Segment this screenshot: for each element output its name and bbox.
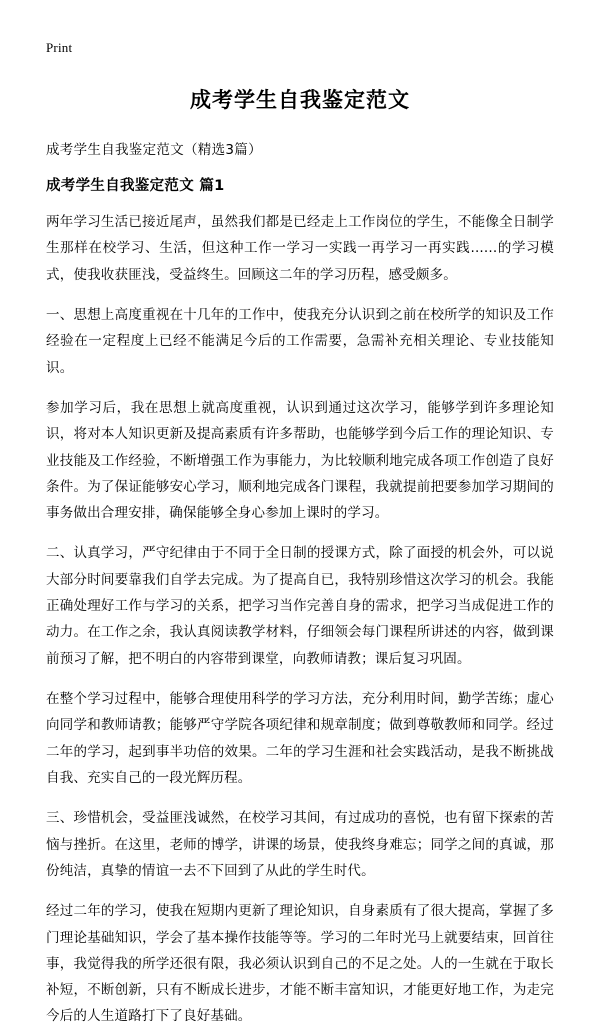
print-button[interactable]: Print: [46, 40, 73, 55]
page-title: 成考学生自我鉴定范文: [190, 88, 410, 112]
body-paragraph: 二、认真学习，严守纪律由于不同于全日制的授课方式，除了面授的机会外，可以说大部分时间要靠我们自学去完成。为了提高自已，我特别珍惜这次学习的机会。我能正确处理好工作与学习的关系，把学习当作完善自身的需求，把学习当成促进工作的动力。在工作之余，我认真阅读教学材料，仔细领会每门课程所讲述的内容，做到课前预习了解，把不明白的内容带到课堂，向教师请教；课后复习巩固。: [46, 545, 554, 667]
body-paragraph: 两年学习生活已接近尾声，虽然我们都是已经走上工作岗位的学生，不能像全日制学生那样在校学习、生活，但这种工作一学习一实践一再学习一再实践......的学习模式，使我收获匪浅，受益终生。回顾这二年的学习历程，感受颇多。: [46, 214, 554, 283]
document-subtitle: 成考学生自我鉴定范文（精选3篇）: [46, 142, 262, 158]
body-paragraph: 三、珍惜机会，受益匪浅诚然，在校学习其间，有过成功的喜悦，也有留下探索的苦恼与挫折。在这里，老师的博学，讲课的场景，使我终身难忘；同学之间的真诚，那份纯洁，真挚的情谊一去不下回到了从此的学生时代。: [46, 810, 554, 879]
body-paragraph: 在整个学习过程中，能够合理使用科学的学习方法，充分利用时间，勤学苦练；虚心向同学和教师请教；能够严守学院各项纪律和规章制度；做到尊敬教师和同学。经过二年的学习，起到事半功倍的效果。二年的学习生涯和社会实践活动，是我不断挑战自我、充实自己的一段光辉历程。: [46, 691, 554, 786]
section-heading: 成考学生自我鉴定范文 篇1: [46, 178, 225, 194]
body-paragraph: 经过二年的学习，使我在短期内更新了理论知识，自身素质有了很大提高，掌握了多门理论基础知识，学会了基本操作技能等等。学习的二年时光马上就要结束，回首往事，我觉得我的所学还很有限，我必须认识到自己的不足之处。人的一生就在于取长补短，不断创新，只有不断成长进步，才能不断丰富知识，才能更好地工作，为走完今后的人生道路打下了良好基础。: [46, 903, 554, 1025]
body-paragraph: 一、思想上高度重视在十几年的工作中，使我充分认识到之前在校所学的知识及工作经验在一定程度上已经不能满足今后的工作需要，急需补充相关理论、专业技能知识。: [46, 306, 554, 376]
body-paragraph: 参加学习后，我在思想上就高度重视，认识到通过这次学习，能够学到许多理论知识，将对本人知识更新及提高素质有许多帮助，也能够学到今后工作的理论知识、专业技能及工作经验，不断增强工作为事能力，为比较顺利地完成各项工作创造了良好条件。为了保证能够安心学习，顺利地完成各门课程，我就提前把要参加学习期间的事务做出合理安排，确保能够全身心参加上课时的学习。: [46, 399, 554, 522]
